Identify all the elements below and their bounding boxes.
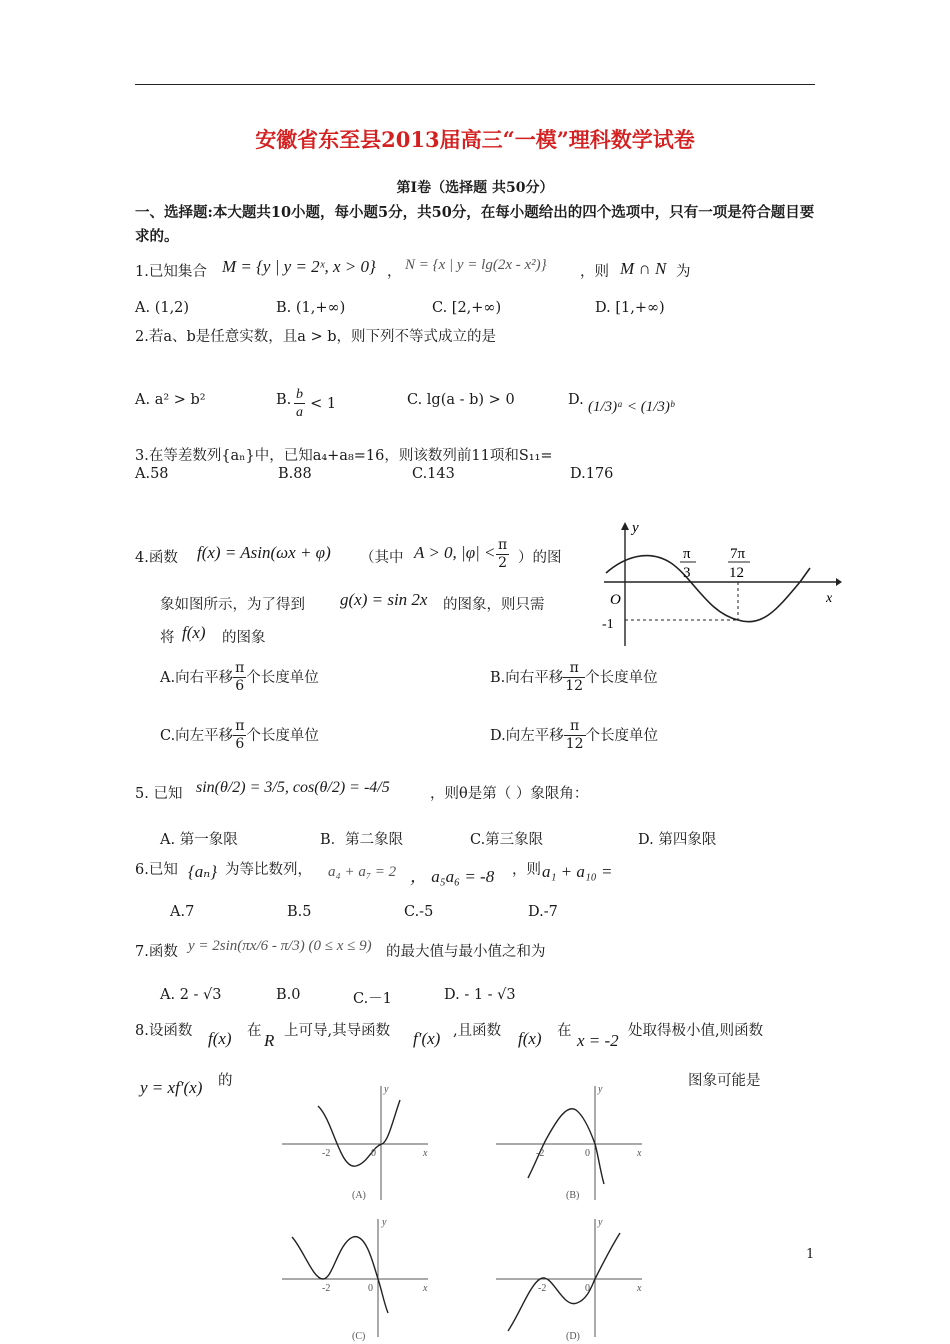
q8-s5: 在 xyxy=(557,1023,572,1039)
section-heading: 第Ⅰ卷（选择题 共50分） xyxy=(396,180,554,196)
graph-d-y: y xyxy=(598,1217,603,1228)
q4-f: f(x) xyxy=(182,623,206,642)
graph-d-zero: 0 xyxy=(585,1283,590,1294)
q3-stem: 3.在等差数列{aₙ}中，已知a₄+a₈=16，则该数列前11项和S₁₁= xyxy=(135,448,553,464)
q8-f2: f(x) xyxy=(518,1029,542,1048)
q4-cond: A > 0, |φ| < xyxy=(414,543,496,562)
graph-a-x: x xyxy=(423,1148,428,1159)
q4-a-pre: A.向右平移 xyxy=(160,670,234,686)
section-intro: 一、选择题:本大题共10小题，每小题5分，共50分，在每小题给出的四个选项中，只有一项是符合题目要求的。 xyxy=(135,204,815,245)
q1-sep: ， xyxy=(387,264,402,280)
q4-pi: π xyxy=(498,537,508,553)
graph-x-label: x xyxy=(826,591,833,606)
q5-option-b: B．第二象限 xyxy=(320,832,404,848)
graph-7pi12-den: 12 xyxy=(729,565,744,581)
q4-option-c xyxy=(160,718,319,753)
q4-graph xyxy=(598,518,843,653)
q4-b-post: 个长度单位 xyxy=(585,670,658,686)
graph-y-label: y xyxy=(632,520,639,536)
q4-b-num: π xyxy=(563,660,585,678)
q6-stem: 6.已知 xyxy=(135,862,178,878)
q4-d-num: π xyxy=(564,718,586,736)
q4-line1c: ）的图 xyxy=(518,550,562,566)
q4-a-frac xyxy=(233,660,246,695)
q8-s4: ,且函数 xyxy=(453,1023,502,1039)
q4-line1b: （其中 xyxy=(360,550,404,566)
y-axis-arrow xyxy=(621,522,629,530)
graph-b-x: x xyxy=(637,1148,642,1159)
graph-d-label: (D) xyxy=(566,1331,580,1342)
graph-b-label: (B) xyxy=(566,1190,580,1201)
q5-tail: ，则θ是第（ ）象限角： xyxy=(430,786,589,802)
q5-option-c: C.第三象限 xyxy=(470,832,544,848)
graph-c-curve xyxy=(292,1237,388,1313)
q8-s6: 处取得极小值,则函数 xyxy=(628,1023,764,1039)
q3-option-c: C.143 xyxy=(412,466,455,482)
q7-expr: y = 2sin(πx/6 - π/3) (0 ≤ x ≤ 9) xyxy=(188,938,372,954)
q8-s7: 的 xyxy=(218,1073,233,1089)
q1-set-m: M = {y | y = 2ˣ, x > 0} xyxy=(222,257,376,276)
graph-neg1: -1 xyxy=(602,617,614,632)
q5-expr: sin(θ/2) = 3/5, cos(θ/2) = -4/5 xyxy=(196,779,390,796)
q1-tail: 为 xyxy=(676,264,691,280)
q4-b-den: 12 xyxy=(565,678,584,694)
graph-7pi12-num: 7π xyxy=(730,546,746,562)
q8-s1: 8.设函数 xyxy=(135,1023,193,1039)
q1-option-c: C. [2,+∞) xyxy=(432,300,502,316)
q4-d-den: 12 xyxy=(565,736,584,752)
exam-title: 安徽省东至县2013届高三“一模”理科数学试卷 xyxy=(255,127,695,152)
q7-tail: 的最大值与最小值之和为 xyxy=(386,944,546,960)
q1-then: ，则 xyxy=(580,264,609,280)
q8-f1: f(x) xyxy=(208,1029,232,1048)
q4-pi-half xyxy=(496,537,509,572)
graph-c-zero: 0 xyxy=(368,1283,373,1294)
graph-c-y: y xyxy=(382,1217,387,1228)
graph-c-x: x xyxy=(423,1283,428,1294)
graph-pi3-num: π xyxy=(683,546,691,562)
q1-option-a: A. (1,2) xyxy=(135,300,190,316)
q8-graph-b xyxy=(492,1080,652,1205)
q2-option-d: (1/3)ᵃ < (1/3)ᵇ xyxy=(588,399,674,415)
q8-graph-a xyxy=(278,1080,438,1205)
q4-line3a: 将 xyxy=(160,630,175,646)
graph-b-curve xyxy=(528,1109,604,1184)
q8-s3: 上可导,其导函数 xyxy=(284,1023,391,1039)
sine-curve xyxy=(606,556,810,622)
q2-option-b-label: B. xyxy=(276,392,292,408)
graph-d-x: x xyxy=(637,1283,642,1294)
q3-option-a: A.58 xyxy=(135,466,169,482)
q2-option-b xyxy=(294,386,336,421)
q7-option-c: C.－1 xyxy=(353,991,392,1007)
q4-b-pre: B.向右平移 xyxy=(490,670,564,686)
q6-seq: {aₙ} xyxy=(188,862,217,881)
q6-mid: 为等比数列， xyxy=(225,862,312,878)
q3-option-d: D.176 xyxy=(570,466,614,482)
q2-b-num: b xyxy=(296,387,303,402)
q8-R: R xyxy=(264,1031,275,1050)
q1-stem: 1.已知集合 xyxy=(135,264,207,280)
q4-d-post: 个长度单位 xyxy=(585,728,659,744)
q2-option-a: A. a² > b² xyxy=(135,392,206,408)
q2-option-c: C. lg(a - b) > 0 xyxy=(407,392,515,408)
q1-option-b: B. (1,+∞) xyxy=(276,300,346,316)
q8-graph-c xyxy=(278,1213,438,1344)
q4-a-post: 个长度单位 xyxy=(246,670,319,686)
graph-a-neg2: -2 xyxy=(322,1148,331,1159)
graph-a-label: (A) xyxy=(352,1190,366,1201)
header-rule xyxy=(135,84,815,85)
q4-line2a: 象如图所示，为了得到 xyxy=(160,597,305,613)
graph-b-y: y xyxy=(598,1084,603,1095)
q4-c-num: π xyxy=(235,718,245,734)
graph-d-curve xyxy=(508,1233,620,1331)
q6-option-b: B.5 xyxy=(287,904,312,920)
q8-fp: f′(x) xyxy=(413,1029,441,1048)
q4-a-num: π xyxy=(235,660,245,676)
q8-s2: 在 xyxy=(247,1023,262,1039)
q1-expr: M ∩ N xyxy=(620,259,667,278)
q2-b-tail: < 1 xyxy=(310,396,337,412)
q4-two: 2 xyxy=(498,555,508,571)
page-number: 1 xyxy=(806,1247,815,1262)
q6-option-d: D.-7 xyxy=(528,904,558,920)
graph-b-zero: 0 xyxy=(585,1148,590,1159)
q1-set-n: N = {x | y = lg(2x - x²)} xyxy=(405,257,547,273)
q5-option-a: A. 第一象限 xyxy=(160,832,238,848)
q4-line2b: 的图象，则只需 xyxy=(443,597,545,613)
q2-b-den: a xyxy=(296,405,303,420)
q6-expr: a₁ + a₁₀ = xyxy=(542,862,613,881)
q4-c-pre: C.向左平移 xyxy=(160,728,234,744)
q5-stem: 5. 已知 xyxy=(135,786,183,802)
q6-option-c: C.-5 xyxy=(404,904,434,920)
q7-option-a: A. 2 - √3 xyxy=(160,987,222,1003)
q6-ask: ，则 xyxy=(512,862,541,878)
q4-option-b xyxy=(490,660,658,695)
q4-b-frac xyxy=(563,660,585,695)
q4-option-d xyxy=(490,718,658,753)
q2-b-fraction xyxy=(294,386,305,421)
graph-a-zero: 0 xyxy=(371,1148,376,1159)
q4-c-den: 6 xyxy=(235,736,245,752)
graph-pi3-den: 3 xyxy=(683,565,691,581)
q8-x: x = -2 xyxy=(577,1031,619,1050)
q7-option-d: D. - 1 - √3 xyxy=(444,987,516,1003)
graph-d-neg2: -2 xyxy=(538,1283,547,1294)
graph-origin: O xyxy=(610,592,621,608)
q5-option-d: D. 第四象限 xyxy=(638,832,717,848)
q2-option-d-label: D. xyxy=(568,392,584,408)
q3-option-b: B.88 xyxy=(278,466,312,482)
x-axis-arrow xyxy=(836,578,842,586)
graph-c-label: (C) xyxy=(352,1331,366,1342)
q4-fx: f(x) = Asin(ωx + φ) xyxy=(197,543,331,562)
q7-stem: 7.函数 xyxy=(135,944,178,960)
q1-option-d: D. [1,+∞) xyxy=(595,300,665,316)
q4-line3b: 的图象 xyxy=(222,630,266,646)
q4-c-post: 个长度单位 xyxy=(246,728,319,744)
q7-option-b: B.0 xyxy=(276,987,301,1003)
q4-d-pre: D.向左平移 xyxy=(490,728,564,744)
q4-d-frac xyxy=(564,718,586,753)
q4-line1a: 4.函数 xyxy=(135,550,178,566)
q8-y: y = xf′(x) xyxy=(140,1078,203,1097)
graph-b-neg2: -2 xyxy=(536,1148,545,1159)
q8-graph-d xyxy=(492,1213,652,1344)
q4-option-a xyxy=(160,660,319,695)
q6-option-a: A.7 xyxy=(170,904,195,920)
q2-stem: 2.若a、b是任意实数，且a > b，则下列不等式成立的是 xyxy=(135,329,497,345)
graph-a-y: y xyxy=(384,1084,389,1095)
q4-gx: g(x) = sin 2x xyxy=(340,590,428,609)
q8-s8: 图象可能是 xyxy=(688,1073,761,1089)
graph-c-neg2: -2 xyxy=(322,1283,331,1294)
q4-c-frac xyxy=(233,718,246,753)
q4-a-den: 6 xyxy=(235,678,245,694)
q6-cond2: ， a₅a₆ = -8 xyxy=(410,867,495,886)
q6-cond1: a₄ + a₇ = 2 xyxy=(328,864,397,880)
